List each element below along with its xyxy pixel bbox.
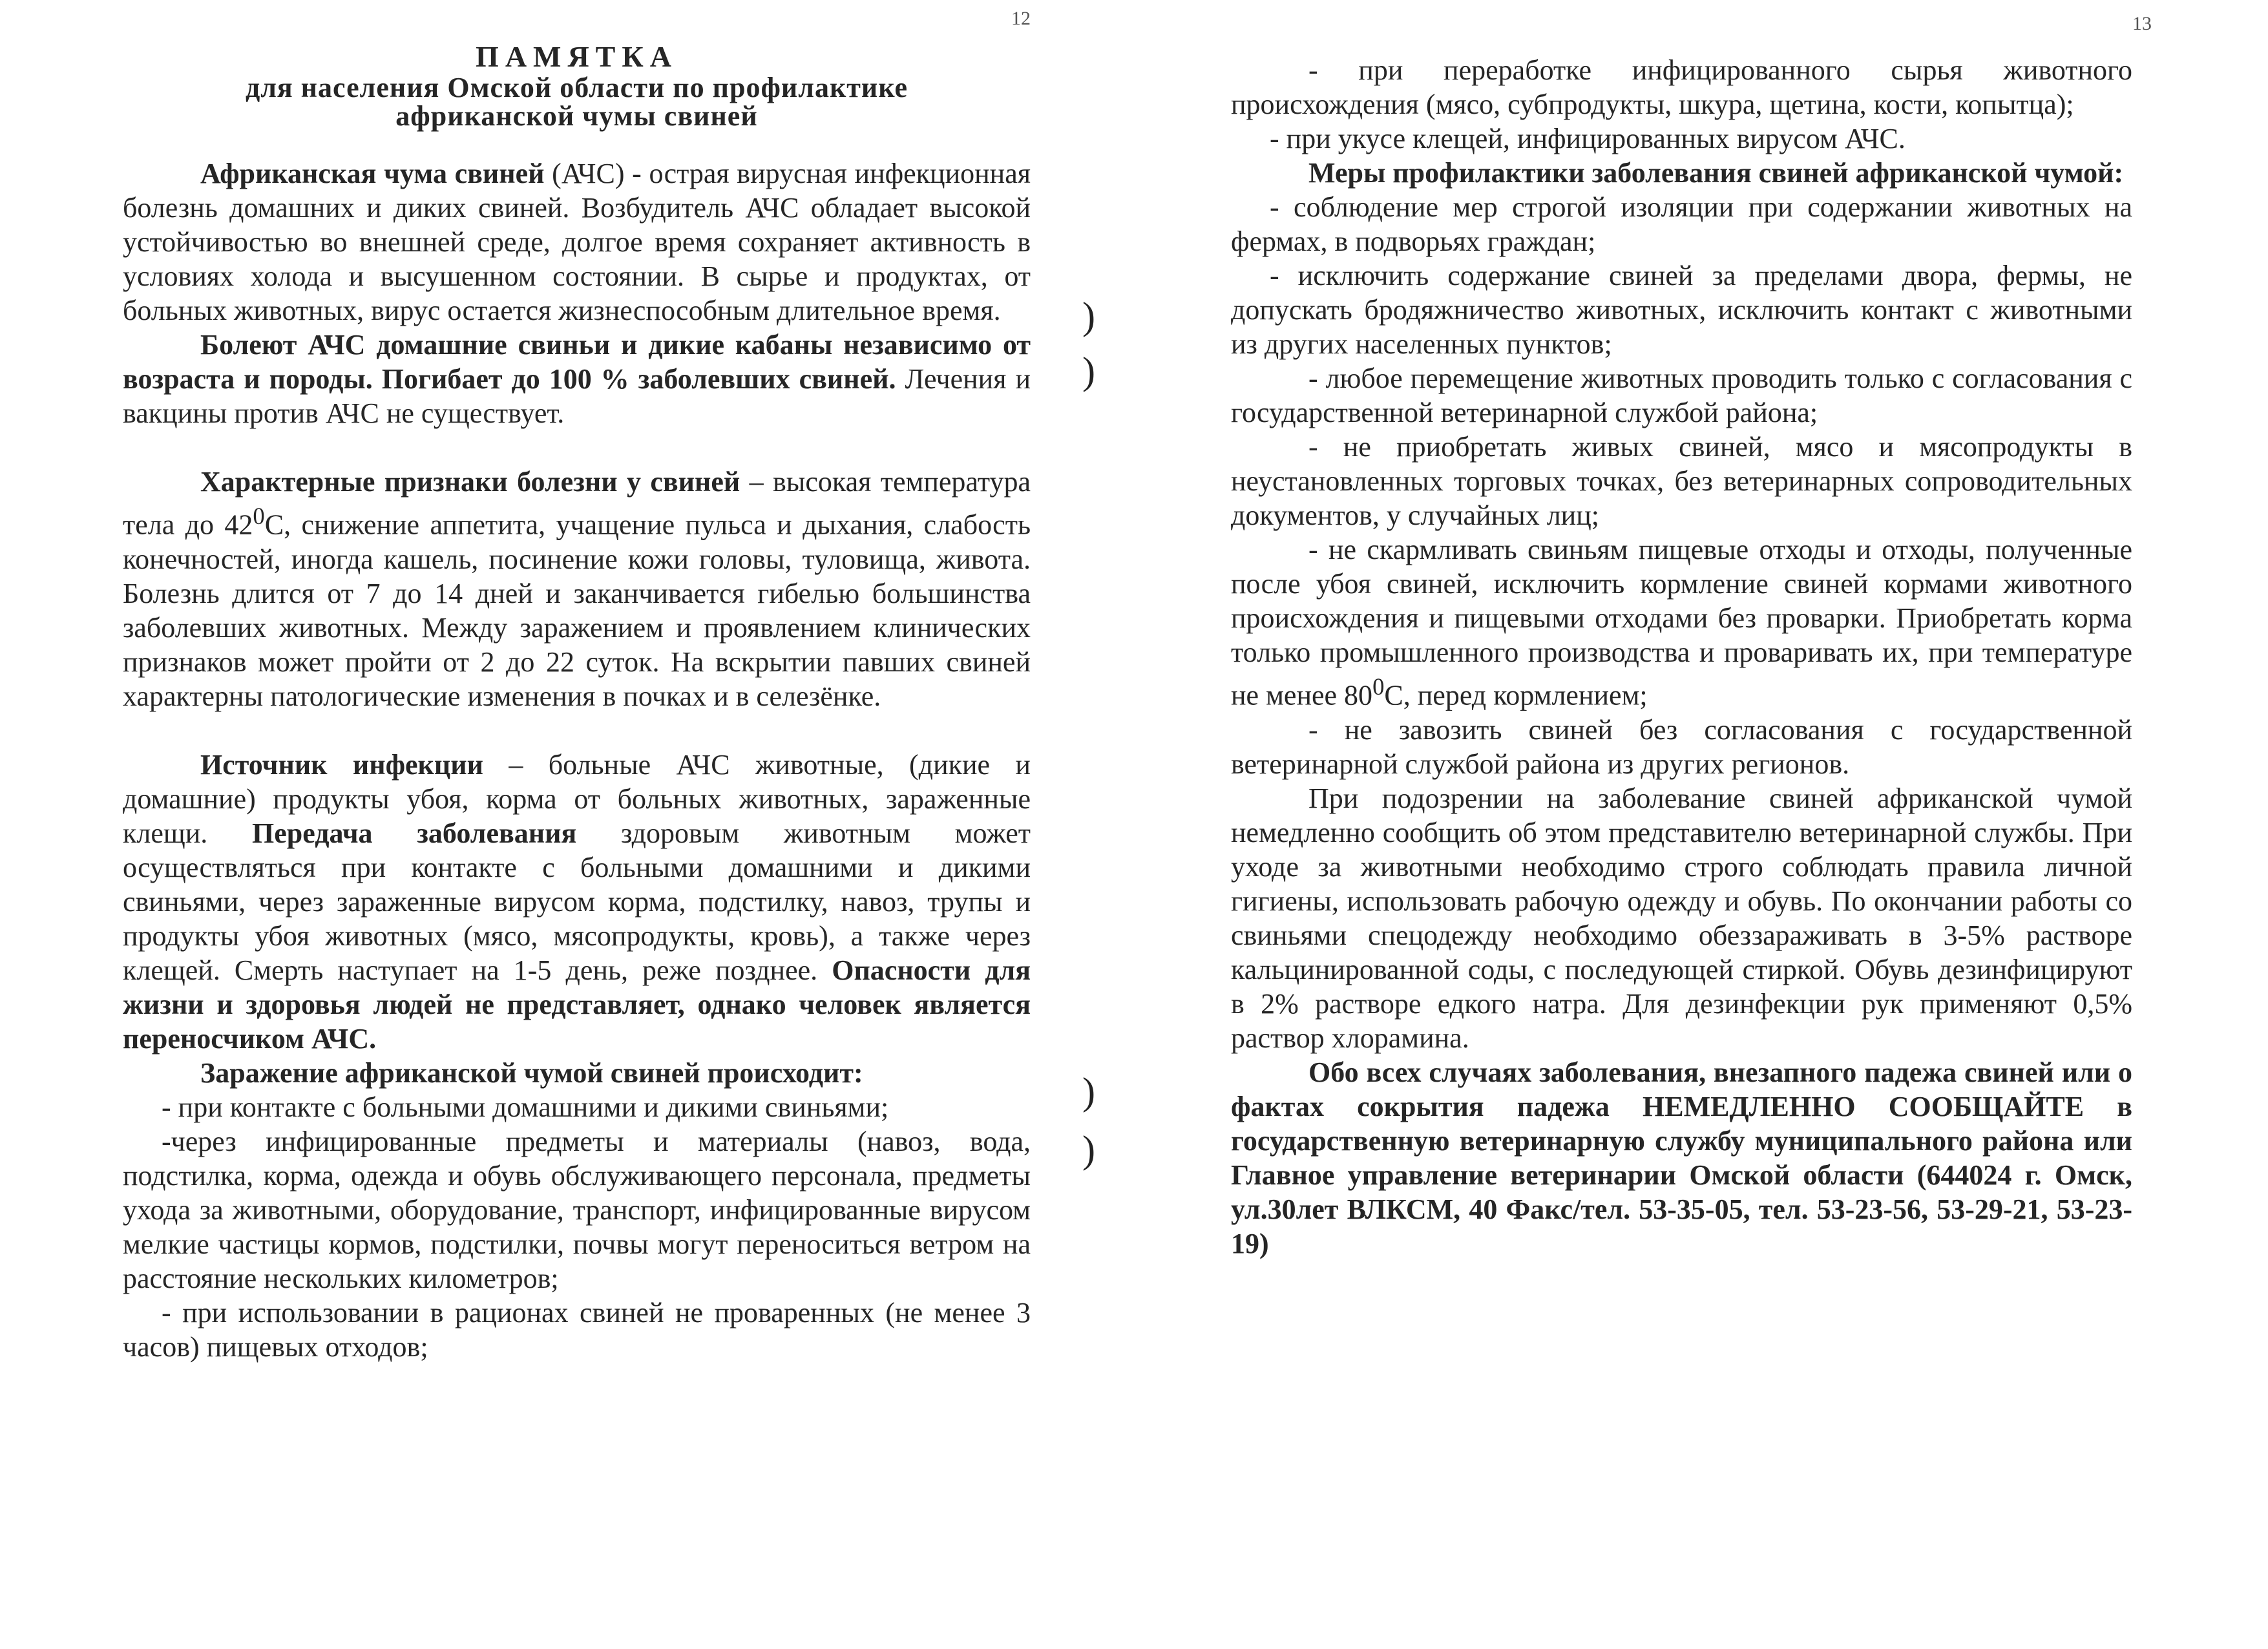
title-block [123,40,1031,131]
intro-text: (АЧС) - острая вирусная инфекционная болезнь домашних и диких свиней. Возбудитель АЧС обладает высокой устойчивостью во внешней среде, долгое время сохраняет активность в условиях холода и высушенном состоянии. В сырье и продуктах, от больных животных, вирус остается жизнеспособным длительное время. [123,158,1031,326]
feed-item-text-2: С, перед кормлением; [1384,679,1648,711]
left-column [123,40,1031,1364]
binder-mark: ) [1082,1128,1095,1171]
feed-item-text-1: - не скармливать свиньям пищевые отходы и отходы, полученные после убоя свиней, исключить кормление свиней кормами животного происхождения и пищевыми отходами без проварки. Приобретать корма только промышленного производства и проваривать их, при температуре не менее 80 [1231,534,2132,711]
contact-bold: Обо всех случаях заболевания, внезапного падежа свиней или о фактах сокрытия падежа [1231,1056,2132,1122]
source-bold-1: Источник инфекции [200,748,483,781]
signs-degree: 0 [253,503,265,529]
infection-heading [123,1056,1031,1090]
contact-bold-after: в государственную ветеринарную службу муниципального района или Главное управление ветеринарии Омской области [1231,1090,2133,1191]
binder-mark: ) [1082,1070,1095,1113]
signs-bold: Характерные признаки болезни у свиней [200,466,740,498]
transport-item: - не завозить свиней без согласования с государственной ветеринарной службой района из других регионов. [1231,713,2132,780]
suspicion-paragraph: При подозрении на заболевание свиней африканской чумой немедленно сообщить об этом представителю ветеринарной службы. При уходе за животными необходимо строго соблюдать правила личной гигиены, использовать рабочую одежду и обувь. По окончании работы со свиньями спецодежду необходимо обеззараживать в 3-5% растворе кальцинированной соды, с последующей стиркой. Обувь дезинфицируют в 2% растворе едкого натра. Для дезинфекции рук применяют 0,5% раствор хлорамина. [1231,782,2132,1054]
sick-text: Лечения и вакцины против АЧС не существует. [123,363,1031,429]
infection-item-1: - при контакте с больными домашними и дикими свиньями; [162,1091,889,1123]
feed-item [1231,532,2132,713]
document-subtitle-line-2: африканской чумы свиней [395,100,758,132]
signs-paragraph [123,465,1031,713]
source-bold-2: Передача заболевания [252,817,577,849]
intro-paragraph [123,156,1031,328]
binder-mark: ) [1082,350,1095,392]
prevention-item-3: - любое перемещение животных проводить только с согласования с государственной ветеринарной службой района; [1231,362,2132,428]
sick-bold: Болеют АЧС домашние свиньи и дикие кабаны независимо от возраста и породы. Погибает до 100 % заболевших свиней. [123,329,1031,395]
right-column [1231,53,2132,1261]
source-text-1: – больные АЧС животные, (дикие и домашние) продукты убоя, корма от больных животных, зараженные клещи. [123,748,1031,849]
page-number-right: 13 [2132,13,2152,34]
infection-item-5: - при укусе клещей, инфицированных вирусом АЧС. [1270,123,1906,154]
intro-bold: Африканская чума свиней [200,158,545,189]
signs-text-2: С, снижение аппетита, учащение пульса и дыхания, слабость конечностей, иногда кашель, посинение кожи головы, туловища, живота. Болезнь длится от 7 до 14 дней и заканчивается гибелью большинства заболевших животных. Между заражением и проявлением клинических признаков может пройти от 2 до 22 суток. На вскрытии павших свиней характерны патологические изменения в почках и в селезёнке. [123,509,1031,712]
signs-text-1: – высокая температура тела до 42 [123,466,1031,541]
infection-heading-text: Заражение африканской чумой свиней происходит: [200,1056,863,1089]
source-paragraph [123,748,1031,1056]
binder-mark: ) [1082,295,1095,337]
source-bold-3: Опасности для жизни и здоровья людей не представляет, однако человек является переносчиком АЧС. [123,954,1031,1055]
infection-item-2: -через инфицированные предметы и материалы (навоз, вода, подстилка, корма, одежда и обувь обслуживающего персонала, предметы ухода за животными, оборудование, транспорт, инфицированные вирусом мелкие частицы кормов, подстилки, почвы могут переноситься ветром на расстояние нескольких километров; [123,1125,1031,1294]
prevention-item-1: - соблюдение мер строгой изоляции при содержании животных на фермах, в подворьях граждан; [1231,191,2132,257]
feed-item-degree: 0 [1372,673,1385,700]
prevention-item-4: - не приобретать живых свиней, мясо и мясопродукты в неустановленных торговых точках, без ветеринарных сопроводительных документов, у случайных лиц; [1231,431,2132,531]
source-text-2: здоровым животным может осуществляться при контакте с больными домашними и дикими свиньями, через зараженные вирусом корма, подстилку, навоз, трупы и продукты убоя животных (мясо, мясопродукты, кровь), а также через клещей. Смерть наступает на 1-5 день, реже позднее. [123,817,1031,986]
prevention-heading [1231,156,2132,190]
document-subtitle-line-1: для населения Омской области по профилактике [245,72,908,103]
right-page [1134,0,2268,1649]
page-number-left: 12 [1011,8,1031,29]
infection-item-3: - при использовании в рационах свиней не проваренных (не менее 3 часов) пищевых отходов; [123,1296,1031,1363]
contact-emphasis: НЕМЕДЛЕННО СООБЩАЙТЕ [1643,1090,2084,1122]
sick-paragraph [123,328,1031,430]
contact-address: (644024 г. Омск, ул.30лет ВЛКСМ, 40 Факс/тел. 53-35-05, тел. 53-23-56, 53-29-21, 53-23-19) [1231,1159,2133,1259]
contact-paragraph [1231,1055,2132,1261]
prevention-item-2: - исключить содержание свиней за пределами двора, фермы, не допускать бродяжничество животных, исключить контакт с животными из других населенных пунктов; [1231,260,2132,360]
document-title: ПАМЯТКА [476,40,678,73]
infection-item-4: - при переработке инфицированного сырья животного происхождения (мясо, субпродукты, шкура, щетина, кости, копытца); [1231,54,2132,120]
prevention-heading-text: Меры профилактики заболевания свиней африканской чумой: [1308,157,2124,189]
